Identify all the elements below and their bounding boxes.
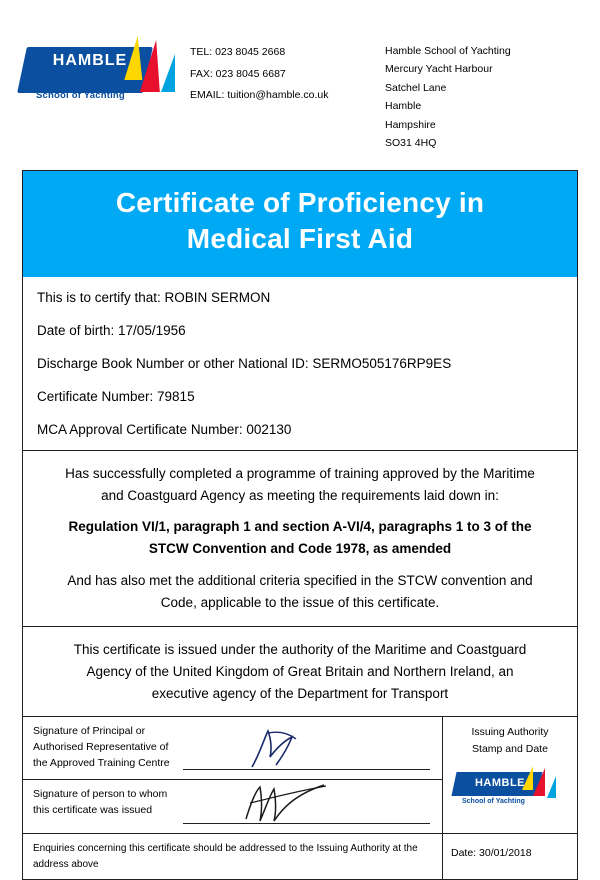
address-line: SO31 4HQ: [385, 136, 437, 149]
detail-national-id: Discharge Book Number or other National ID: SERMO505176RP9ES: [37, 355, 452, 371]
detail-mca-approval-number: MCA Approval Certificate Number: 002130: [37, 421, 292, 437]
holder-signature-box: [23, 779, 442, 833]
enquiries-line2: address above: [33, 858, 99, 870]
enquiries-note: [23, 834, 443, 879]
logo-tagline: School of Yachting: [36, 90, 125, 101]
certificate-title-line1: Certificate of Proficiency in: [115, 187, 485, 218]
detail-date-of-birth: Date of birth: 17/05/1956: [37, 322, 186, 338]
principal-label-line2: Authorised Representative of: [33, 741, 169, 754]
principal-label-line1: Signature of Principal or: [33, 725, 146, 738]
hamble-logo: [0, 34, 190, 106]
holder-label-line2: this certificate was issued: [33, 804, 153, 817]
detail-holder-name: This is to certify that: ROBIN SERMON: [37, 289, 271, 305]
sail-blue-icon: [161, 54, 175, 92]
training-statement-line2: and Coastguard Agency as meeting the requirements laid down in:: [101, 487, 499, 503]
address-line: Hamble School of Yachting: [385, 45, 511, 57]
certificate-title-line2: Medical First Aid: [186, 222, 414, 254]
postal-address: [385, 34, 511, 152]
regulation-line2: STCW Convention and Code 1978, as amended: [148, 541, 452, 557]
issue-date: Date: 30/01/2018: [451, 847, 532, 860]
certificate-details: [23, 277, 577, 450]
authority-line3: executive agency of the Department for Transport: [151, 685, 449, 701]
training-statement-line1: Has successfully completed a programme of training approved by the Maritime: [65, 465, 535, 481]
training-statement: [23, 450, 577, 626]
principal-label-line3: the Approved Training Centre: [33, 756, 170, 769]
certificate-frame: [22, 170, 578, 880]
authority-statement: [23, 626, 577, 717]
issuing-authority-box: [443, 717, 577, 833]
issuing-label-line1: Issuing Authority: [471, 726, 549, 739]
contact-email: EMAIL: tuition@hamble.co.uk: [190, 89, 329, 102]
signature-area: [23, 716, 577, 833]
enquiries-line1: Enquiries concerning this certificate should be addressed to the Issuing Authority at the: [33, 843, 418, 855]
principal-signature-box: [23, 717, 442, 779]
signature-columns: [23, 717, 443, 833]
certificate-title-band: [23, 171, 577, 277]
criteria-line2: Code, applicable to the issue of this certificate.: [160, 594, 440, 610]
address-line: Hamble: [385, 100, 422, 113]
issuing-label-line2: Stamp and Date: [472, 743, 548, 756]
principal-signature-mark: [238, 727, 358, 771]
address-line: Mercury Yacht Harbour: [385, 63, 493, 76]
stamp-tagline: School of Yachting: [462, 797, 525, 805]
holder-signature-mark: [238, 781, 358, 825]
document-header: [0, 0, 600, 149]
detail-certificate-number: Certificate Number: 79815: [37, 388, 195, 404]
authority-line1: This certificate is issued under the authority of the Maritime and Coastguard: [73, 641, 527, 657]
stamp-sail-blue-icon: [547, 776, 556, 798]
stamp-wordmark: HAMBLE: [474, 776, 526, 789]
address-line: Satchel Lane: [385, 81, 447, 94]
hamble-stamp-logo: [454, 766, 566, 806]
regulation-line1: Regulation VI/1, paragraph 1 and section A-VI/4, paragraphs 1 to 3 of the: [68, 519, 532, 535]
address-line: Hampshire: [385, 118, 436, 131]
contact-tel: TEL: 023 8045 2668: [190, 46, 286, 58]
certificate-footer: [23, 833, 577, 879]
contact-details: [190, 34, 385, 107]
holder-label-line1: Signature of person to whom: [33, 788, 168, 801]
criteria-line1: And has also met the additional criteria specified in the STCW convention and: [67, 573, 533, 589]
logo-wordmark: HAMBLE: [52, 52, 128, 69]
contact-fax: FAX: 023 8045 6687: [190, 67, 286, 80]
authority-line2: Agency of the United Kingdom of Great Britain and Northern Ireland, an: [86, 663, 514, 679]
